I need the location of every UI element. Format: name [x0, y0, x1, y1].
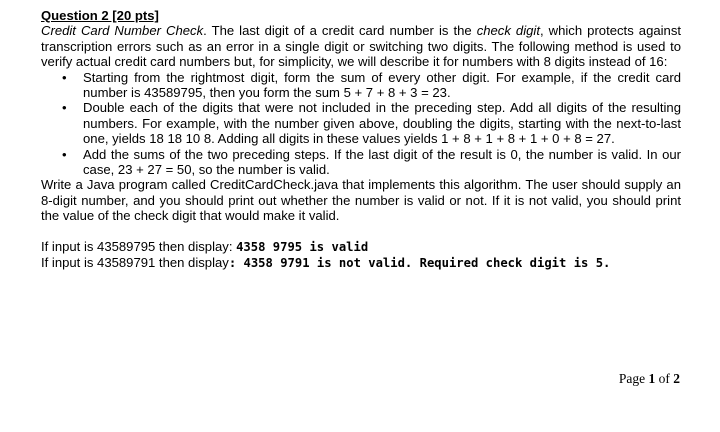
- page-total: 2: [673, 371, 680, 386]
- example-colon: :: [228, 256, 237, 271]
- intro-title: Credit Card Number Check: [41, 23, 204, 39]
- page-prefix: Page: [618, 371, 649, 386]
- example-prompt: If input is 43589795 then display:: [41, 239, 237, 255]
- page-of: of: [655, 371, 674, 386]
- spacer: [41, 224, 681, 239]
- list-item: • Add the sums of the two preceding steps. If the last digit of the result is 0, the number is valid. In our case, 23 + 27 = 50, so the number is valid.: [41, 147, 681, 178]
- intro-text-b: , which protects against transcription errors such as an error in a single digit or switching two digits. The following method is used to verify actual credit card numbers but, for simplicity, we will describe it for numbers with 8 digits instead of 16:: [41, 23, 682, 70]
- steps-list: [41, 70, 681, 178]
- intro-text-a: . The last digit of a credit card number is the: [203, 23, 477, 39]
- question-document: [41, 8, 681, 272]
- check-digit-term: check digit: [476, 23, 540, 39]
- list-item: • Starting from the rightmost digit, form the sum of every other digit. For example, if the credit card number is 43589795, then you form the sum 5 + 7 + 8 + 3 = 23.: [41, 70, 681, 101]
- question-heading: Question 2 [20 pts]: [41, 8, 159, 23]
- example-output: 4358 9795 is valid: [236, 240, 369, 255]
- example-prompt: If input is 43589791 then display: [41, 255, 229, 271]
- example-invalid: [41, 255, 681, 271]
- example-output: 4358 9791 is not valid. Required check digit is 5.: [236, 256, 611, 271]
- task-paragraph: Write a Java program called CreditCardCheck.java that implements this algorithm. The user should supply an 8-digit number, and you should print out whether the number is valid or not. If it is not valid, you should print the value of the check digit that would make it valid.: [41, 177, 681, 224]
- intro-paragraph: [41, 23, 681, 69]
- page-current: 1: [648, 371, 656, 386]
- list-item: • Double each of the digits that were not included in the preceding step. Add all digits of the resulting numbers. For example, with the number given above, doubling the digits, starting with the next-to-last one, yields 18 18 10 8. Adding all digits in these values yields 1 + 8 + 1 + 8 + 1 + 0 + 8 = 27.: [41, 100, 681, 146]
- page-number: [619, 371, 680, 387]
- example-valid: [41, 239, 681, 255]
